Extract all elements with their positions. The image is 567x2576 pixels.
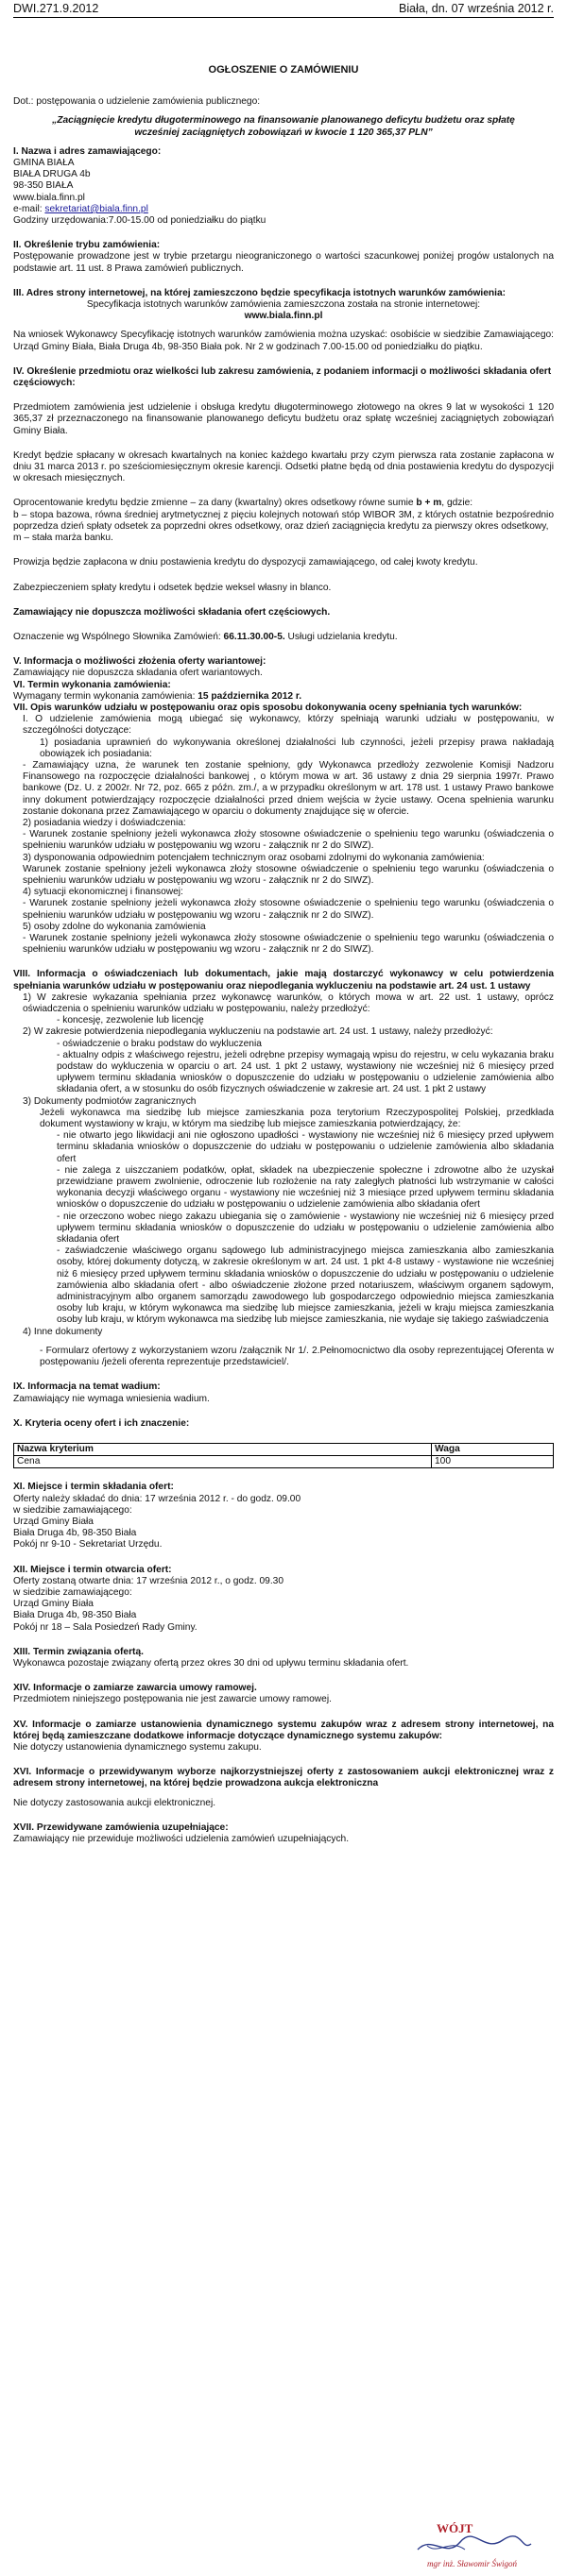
documents-3-item-1: - nie otwarto jego likwidacji ani nie ogłoszono upadłości - wystawiony nie wcześniej niż 6 miesięcy przed upływem terminu składania wniosków o dopuszczenie do udziału w postępowaniu o udzielenie zamówienia albo składania ofert bbox=[57, 1130, 554, 1164]
section-2 bbox=[13, 240, 554, 275]
condition-2-text: - Warunek zostanie spełniony jeżeli wykonawca złoży stosowne oświadczenie o spełnieniu tego warunku (oświadczenia o spełnieniu warunków udziału w postępowaniu wg wzoru - załącznik nr 2 do SIWZ). bbox=[23, 829, 554, 852]
condition-1: 1) posiadania uprawnień do wykonywania określonej działalności lub czynności, jeżeli przepisy prawa nakładają obowiązek ich posiadania: bbox=[40, 737, 554, 759]
documents-3: 3) Dokumenty podmiotów zagranicznych bbox=[23, 1095, 197, 1107]
section-4-p3 bbox=[13, 498, 554, 509]
section-16-text: Nie dotyczy zastosowania aukcji elektronicznej. bbox=[13, 1797, 216, 1808]
section-14-text: Przedmiotem niniejszego postępowania nie jest zawarcie umowy ramowej. bbox=[13, 1694, 332, 1705]
reference-number: DWI.271.9.2012 bbox=[13, 2, 99, 15]
section-16 bbox=[13, 1767, 554, 1809]
condition-3: 3) dysponowania odpowiednim potencjałem technicznym oraz osobami zdolnymi do wykonania zamówienia: bbox=[23, 852, 485, 863]
contracting-authority-name: GMINA BIAŁA bbox=[13, 158, 75, 169]
section-9-text: Zamawiający nie wymaga wniesienia wadium. bbox=[13, 1393, 210, 1404]
place-and-date: Biała, dn. 07 września 2012 r. bbox=[399, 2, 554, 15]
section-7 bbox=[13, 703, 554, 956]
specification-url[interactable]: www.biala.finn.pl bbox=[244, 311, 323, 322]
section-5-title: V. Informacja o możliwości złożenia oferty wariantowej: bbox=[13, 656, 266, 668]
documents-3-text: Jeżeli wykonawca ma siedzibę lub miejsce zamieszkania poza terytorium Rzeczypospolitej Polskiej, przedkłada dokument wystawiony w kraju, w którym ma siedzibę lub miejsce zamieszkania potwierdzający, że: bbox=[40, 1107, 554, 1130]
section-5 bbox=[13, 656, 554, 679]
document-body bbox=[13, 23, 554, 1845]
procurement-name: „Zaciągnięcie kredytu długoterminowego na finansowanie planowanego deficytu budżetu oraz spłatę wcześniej zaciągniętych zobowiązań w kwocie 1 120 365,37 PLN” bbox=[52, 115, 515, 138]
address-line: BIAŁA DRUGA 4b bbox=[13, 169, 91, 180]
section-7-title: VII. Opis warunków udziału w postępowaniu oraz opis sposobu dokonywania oceny spełniania tych warunków: bbox=[13, 702, 523, 713]
section-4-title: IV. Określenie przedmiotu oraz wielkości lub zakresu zamówienia, z podaniem informacji o możliwości składania ofert częściowych: bbox=[13, 365, 552, 389]
criteria-table bbox=[13, 1443, 554, 1468]
stamp-title: WÓJT bbox=[437, 2521, 473, 2535]
section-9-title: IX. Informacja na temat wadium: bbox=[13, 1381, 161, 1393]
section-11-line-1: Oferty należy składać do dnia: 17 września 2012 r. - do godz. 09.00 bbox=[13, 1493, 301, 1504]
documents-3-item-3: - nie orzeczono wobec niego zakazu ubiegania się o zamówienie - wystawiony nie wcześniej niż 6 miesięcy przed upływem terminu składania wniosków o dopuszczenie do udziału w postępowaniu o udzielenie zamówienia albo składania ofert bbox=[57, 1211, 554, 1246]
documents-3-item-4: - zaświadczenie właściwego organu sądowego lub administracyjnego miejsca zamieszkania albo zamieszkania osoby, której dokumenty dotyczą, w zakresie określonym w art. 24 ust. 1 pkt 4-8 ustawy - wystawione nie wcześniej niż 6 miesięcy przed upływem terminu składania wniosków o dopuszczenie do udziału w postępowaniu o udzielenie zamówienia albo składania ofert - albo oświadczenie złożone przed notariuszem, właściwym organem sądowym, administracyjnym albo organem samorządu zawodowego lub gospodarczego odpowiednio miejsca zamieszkania osoby lub kraju, w którym wykonawca ma siedzibę lub miejsce zamieszkania, jeżeli w kraju miejsca zamieszkania osoby lub kraju, w którym wykonawca ma siedzibę lub miejsce zamieszkania, nie wydaje się takiego zaświadczenia bbox=[57, 1246, 554, 1326]
documents-3-item-2: - nie zalega z uiszczaniem podatków, opłat, składek na ubezpieczenie społeczne i zdrowotne albo że uzyskał przewidziane prawem zwolnienie, odroczenie lub rozłożenie na raty zaległych płatności lub wstrzymanie w całości wykonania decyzji właściwego organu - wystawiony nie wcześniej niż 3 miesiące przed upływem terminu składania wniosków o dopuszczenie do udziału w postępowaniu o udzielenie zamówienia albo składania ofert bbox=[57, 1164, 554, 1211]
document-header bbox=[13, 2, 554, 18]
cpv-description: Usługi udzielania kredytu. bbox=[284, 631, 398, 642]
section-8 bbox=[13, 969, 554, 1368]
documents-4: 4) Inne dokumenty bbox=[23, 1326, 103, 1337]
documents-2-item-1: - oświadczenie o braku podstaw do wykluczenia bbox=[57, 1038, 262, 1049]
interest-text-end: , gdzie: bbox=[441, 498, 473, 509]
section-4-p1: Przedmiotem zamówienia jest udzielenie i obsługa kredytu długoterminowego złotowego na okres 9 lat w wysokości 1 120 365,37 zł przeznaczonego na finansowanie planowanego deficytu budżetu oraz spłatę wcześniej zaciągniętych zobowiązań Gminy Biała. bbox=[13, 402, 554, 436]
table-header-row bbox=[14, 1443, 554, 1455]
documents-2: 2) W zakresie potwierdzenia niepodlegania wykluczeniu na podstawie art. 24 ust. 1 ustawy, należy przedłożyć: bbox=[23, 1026, 493, 1038]
section-2-text: Postępowanie prowadzone jest w trybie przetargu nieograniczonego o wartości szacunkowej poniżej progów ustalonych na podstawie art. 11 ust. 8 Prawa zamówień publicznych. bbox=[13, 251, 554, 274]
document-title: OGŁOSZENIE O ZAMÓWIENIU bbox=[208, 64, 359, 76]
section-12-title: XII. Miejsce i termin otwarcia ofert: bbox=[13, 1564, 172, 1575]
section-17-title: XVII. Przewidywane zamówienia uzupełniające: bbox=[13, 1822, 229, 1833]
website: www.biala.finn.pl bbox=[13, 192, 85, 203]
section-11-line-2: w siedzibie zamawiającego: bbox=[13, 1504, 132, 1516]
condition-5: 5) osoby zdolne do wykonania zamówienia bbox=[23, 921, 206, 932]
section-13-title: XIII. Termin związania ofertą. bbox=[13, 1646, 144, 1657]
section-12-line-1: Oferty zostaną otwarte dnia: 17 września 2012 r., o godz. 09.30 bbox=[13, 1575, 284, 1586]
section-6-title: VI. Termin wykonania zamówienia: bbox=[13, 679, 171, 690]
section-9 bbox=[13, 1381, 554, 1404]
section-12-line-4: Biała Druga 4b, 98-350 Biała bbox=[13, 1610, 137, 1621]
signature-scribble bbox=[418, 2536, 531, 2550]
section-3 bbox=[13, 288, 554, 353]
section-4-p7: Zabezpieczeniem spłaty kredytu i odsetek będzie weksel własny in blanco. bbox=[13, 582, 332, 593]
deadline-date: 15 października 2012 r. bbox=[198, 690, 302, 702]
section-13-text: Wykonawca pozostaje związany ofertą przez okres 30 dni od upływu terminu składania ofert. bbox=[13, 1657, 409, 1669]
section-14 bbox=[13, 1683, 554, 1705]
section-4-p8: Zamawiający nie dopuszcza możliwości składania ofert częściowych. bbox=[13, 606, 331, 618]
section-4 bbox=[13, 366, 554, 643]
criterion-name-header: Nazwa kryterium bbox=[14, 1443, 432, 1455]
email-link[interactable]: sekretariat@biala.finn.pl bbox=[44, 203, 148, 214]
section-1 bbox=[13, 146, 554, 227]
section-15 bbox=[13, 1720, 554, 1754]
stamp-name: mgr inż. Sławomir Świgoń bbox=[427, 2559, 518, 2568]
section-12-line-5: Pokój nr 18 – Sala Posiedzeń Rady Gminy. bbox=[13, 1621, 198, 1633]
weight-header: Waga bbox=[432, 1443, 554, 1455]
documents-1-item: - koncesję, zezwolenie lub licencję bbox=[57, 1015, 204, 1026]
email-label: e-mail: bbox=[13, 203, 45, 214]
postal-code-city: 98-350 BIAŁA bbox=[13, 180, 74, 192]
section-8-title: VIII. Informacja o oświadczeniach lub dokumentach, jakie mają dostarczyć wykonawcy w celu potwierdzenia spełniania warunków udziału w postępowaniu oraz niepodlegania wykluczeniu na podstawie art. 24 ust. 1 ustawy bbox=[13, 969, 554, 991]
cpv-code-line bbox=[13, 632, 554, 643]
condition-3-text: Warunek zostanie spełniony jeżeli wykonawca złoży stosowne oświadczenie o spełnieniu tego warunku (oświadczenia o spełnieniu warunków udziału w postępowaniu wg wzoru - załącznik nr 2 do SIWZ). bbox=[23, 863, 554, 886]
section-2-title: II. Określenie trybu zamówienia: bbox=[13, 240, 161, 251]
section-11-line-4: Biała Druga 4b, 98-350 Biała bbox=[13, 1528, 137, 1539]
section-6 bbox=[13, 680, 554, 703]
condition-1-text: - Zamawiający uzna, że warunek ten zostanie spełniony, gdy Wykonawca przedłoży zezwolenie Komisji Nadzoru Finansowego na rozpoczęcie działalności bankowej , o którym mowa w art. 36 ustawy z dnia 29 sierpnia 1997r. Prawo bankowe (Dz. U. z 2002r. Nr 72, poz. 665 z późn. zm./, a w przypadku określonym w art. 178 ust. 1 ustawy Prawo bankowe inny dokument potwierdzający rozpoczęcie działalności przed dniem wejścia w życie ustawy. Ocena spełnienia warunku zostanie dokonana przez Zamawiającego w oparciu o dokumenty znajdujące się w ofercie. bbox=[23, 759, 554, 817]
section-1-title: I. Nazwa i adres zamawiającego: bbox=[13, 145, 162, 157]
section-17-text: Zamawiający nie przewiduje możliwości udzielenia zamówień uzupełniających. bbox=[13, 1833, 350, 1844]
office-hours: Godziny urzędowania:7.00-15.00 od poniedziałku do piątku bbox=[13, 215, 266, 227]
subject-line: Dot.: postępowania o udzielenie zamówienia publicznego: bbox=[13, 96, 261, 108]
section-3-title: III. Adres strony internetowej, na której zamieszczono będzie specyfikacja istotnych warunków zamówienia: bbox=[13, 287, 507, 298]
section-11-line-5: Pokój nr 9-10 - Sekretariat Urzędu. bbox=[13, 1539, 163, 1551]
condition-5-text: - Warunek zostanie spełniony jeżeli wykonawca złoży stosowne oświadczenie o spełnieniu tego warunku (oświadczenia o spełnieniu warunków udziału w postępowaniu wg wzoru - załącznik nr 2 do SIWZ). bbox=[23, 932, 554, 956]
section-5-text: Zamawiający nie dopuszcza składania ofert wariantowych. bbox=[13, 668, 263, 679]
official-stamp-signature bbox=[389, 2517, 541, 2572]
condition-4: 4) sytuacji ekonomicznej i finansowej: bbox=[23, 887, 183, 898]
section-12-line-2: w siedzibie zamawiającego: bbox=[13, 1586, 132, 1598]
section-11 bbox=[13, 1482, 554, 1551]
section-4-p5: m – stała marża banku. bbox=[13, 533, 113, 544]
documents-1: 1) W zakresie wykazania spełniania przez wykonawcę warunków, o których mowa w art. 22 ust. 1 ustawy, oprócz oświadczenia o spełnieniu warunków udziału w postępowaniu, należy przedłożyć: bbox=[23, 991, 554, 1014]
condition-4-text: - Warunek zostanie spełniony jeżeli wykonawca złoży stosowne oświadczenie o spełnieniu tego warunku (oświadczenia o spełnieniu warunków udziału w postępowaniu wg wzoru - załącznik nr 2 do SIWZ). bbox=[23, 898, 554, 921]
section-10-title: X. Kryteria oceny ofert i ich znaczenie: bbox=[13, 1417, 190, 1429]
section-4-p4: b – stopa bazowa, równa średniej arytmetycznej z pięciu kolejnych notowań stóp WIBOR 3M, z których ostatnie bezpośrednio poprzedza dzień spłaty odsetek za poprzedni okres odsetkowy, oraz dzień zaciągnięcia kredytu za pierwszy okres odsetkowy, bbox=[13, 509, 554, 532]
section-15-text: Nie dotyczy ustanowienia dynamicznego systemu zakupu. bbox=[13, 1741, 262, 1753]
section-11-line-3: Urząd Gminy Biała bbox=[13, 1516, 94, 1527]
section-13 bbox=[13, 1647, 554, 1669]
cpv-code: 66.11.30.00-5. bbox=[223, 631, 285, 642]
section-11-title: XI. Miejsce i termin składania ofert: bbox=[13, 1482, 174, 1493]
email-row bbox=[13, 204, 554, 215]
documents-2-item-2: - aktualny odpis z właściwego rejestru, jeżeli odrębne przepisy wymagają wpisu do rejestru, w celu wykazania braku podstaw do wykluczenia w oparciu o art. 24 ust. 1 pkt 2 ustawy, wystawiony nie wcześniej niż 6 miesięcy przed upływem terminu składania wniosków o dopuszczenie do udziału w postępowaniu o udzielenie zamówienia albo składania ofert, a w stosunku do osób fizycznych oświadczenie w zakresie art. 24 ust. 1 pkt 2 ustawy bbox=[57, 1049, 554, 1095]
section-10 bbox=[13, 1418, 554, 1469]
table-row bbox=[14, 1456, 554, 1468]
section-4-p2: Kredyt będzie spłacany w okresach kwartalnych na koniec każdego kwartału przy czym pierwsza rata zostanie zapłacona w dniu 31 marca 2013 r. po sześciomiesięcznym okresie karencji. Odsetki płatne będą od dnia postawienia kredytu do dyspozycji w okresach miesięcznych. bbox=[13, 449, 554, 484]
condition-intro: I. O udzielenie zamówienia mogą ubiegać się wykonawcy, którzy spełniają warunki udziału w postępowaniu, w szczególności dotyczące: bbox=[23, 714, 554, 737]
interest-text: Oprocentowanie kredytu będzie zmienne – za dany (kwartalny) okres odsetkowy równe sumie bbox=[13, 498, 417, 509]
section-6-text bbox=[13, 691, 554, 703]
section-12 bbox=[13, 1565, 554, 1634]
condition-2: 2) posiadania wiedzy i doświadczenia: bbox=[23, 817, 186, 828]
criterion-name: Cena bbox=[14, 1456, 432, 1468]
documents-4-text: - Formularz ofertowy z wykorzystaniem wzoru /załącznik Nr 1/. 2.Pełnomocnictwo dla osoby reprezentującej Oferenta w postępowaniu /jeżeli oferenta reprezentuje przedstawiciel/. bbox=[40, 1345, 554, 1368]
section-15-title: XV. Informacje o zamiarze ustanowienia dynamicznego systemu zakupów wraz z adresem strony internetowej, na której będą zamieszczane dodatkowe informacje dotyczące dynamicznego systemu zakupów: bbox=[13, 1719, 554, 1741]
deadline-label: Wymagany termin wykonania zamówienia: bbox=[13, 690, 198, 702]
section-3-text: Na wniosek Wykonawcy Specyfikację istotnych warunków zamówienia można uzyskać: osobiście w siedzibie Zamawiającego: Urząd Gminy Biała, Biała Druga 4b, 98-350 Biała pok. Nr 2 w godzinach 7.00-15.00 od poniedziałku do piątku. bbox=[13, 330, 554, 352]
cpv-label: Oznaczenie wg Wspólnego Słownika Zamówień: bbox=[13, 631, 224, 642]
section-4-p6: Prowizja będzie zapłacona w dniu postawienia kredytu do dyspozycji zamawiającego, od całej kwoty kredytu. bbox=[13, 557, 478, 568]
section-16-title: XVI. Informacje o przewidywanym wyborze najkorzystniejszej oferty z zastosowaniem aukcji elektronicznej wraz z adresem strony internetowej, na której będzie prowadzona aukcja elektroniczna bbox=[13, 1767, 554, 1789]
section-14-title: XIV. Informacje o zamiarze zawarcia umowy ramowej. bbox=[13, 1683, 257, 1694]
section-3-line: Specyfikacja istotnych warunków zamówienia zamieszczona została na stronie internetowej: bbox=[86, 299, 481, 311]
section-12-line-3: Urząd Gminy Biała bbox=[13, 1599, 94, 1610]
criterion-weight: 100 bbox=[432, 1456, 554, 1468]
section-17 bbox=[13, 1822, 554, 1845]
interest-formula: b + m bbox=[416, 498, 442, 509]
